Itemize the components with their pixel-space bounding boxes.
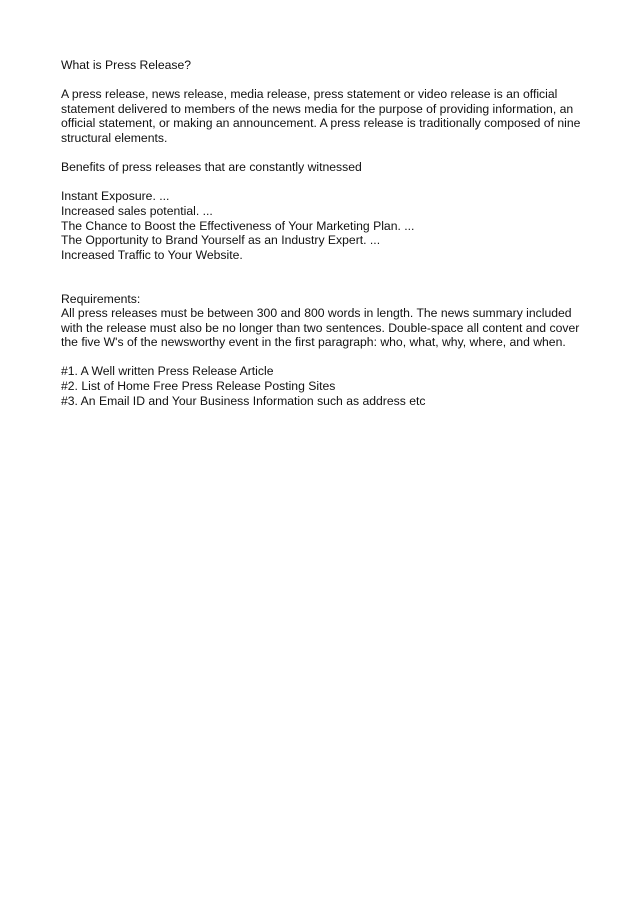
numbered-item: #3. An Email ID and Your Business Information such as address etc xyxy=(61,393,426,408)
spacer xyxy=(61,73,581,88)
heading-text: What is Press Release? xyxy=(61,58,192,72)
requirements-line: the five W's of the newsworthy event in the first paragraph: who, what, why, where, and when. xyxy=(61,335,566,350)
benefit-item: The Chance to Boost the Effectiveness of Your Marketing Plan. ... xyxy=(61,218,415,233)
requirements-heading: Requirements: xyxy=(61,291,141,306)
benefit-item: The Opportunity to Brand Yourself as an Industry Expert. ... xyxy=(61,233,381,248)
spacer xyxy=(61,262,581,291)
benefits-heading-text: Benefits of press releases that are constantly witnessed xyxy=(61,160,362,175)
requirements-line: with the release must also be no longer than two sentences. Double-space all content and cover xyxy=(61,320,580,335)
heading xyxy=(61,58,581,73)
benefit-item: Increased sales potential. ... xyxy=(61,203,213,218)
numbered-list xyxy=(61,364,581,408)
spacer xyxy=(61,175,581,190)
benefits-list xyxy=(61,189,581,262)
document-page xyxy=(61,58,581,408)
benefit-item: Instant Exposure. ... xyxy=(61,189,170,204)
benefits-heading xyxy=(61,160,581,175)
spacer xyxy=(61,146,581,161)
requirements-section xyxy=(61,292,581,350)
requirements-line: All press releases must be between 300 and 800 words in length. The news summary included xyxy=(61,306,572,321)
benefit-item: Increased Traffic to Your Website. xyxy=(61,247,243,262)
intro-line: structural elements. xyxy=(61,130,168,145)
intro-line: official statement, or making an announcement. A press release is traditionally composed of nine xyxy=(61,116,581,131)
intro-paragraph xyxy=(61,87,581,145)
spacer xyxy=(61,350,581,365)
intro-line: statement delivered to members of the news media for the purpose of providing information, an xyxy=(61,101,574,116)
intro-line: A press release, news release, media release, press statement or video release is an official xyxy=(61,87,558,102)
numbered-item: #2. List of Home Free Press Release Posting Sites xyxy=(61,379,336,394)
numbered-item: #1. A Well written Press Release Article xyxy=(61,364,274,379)
